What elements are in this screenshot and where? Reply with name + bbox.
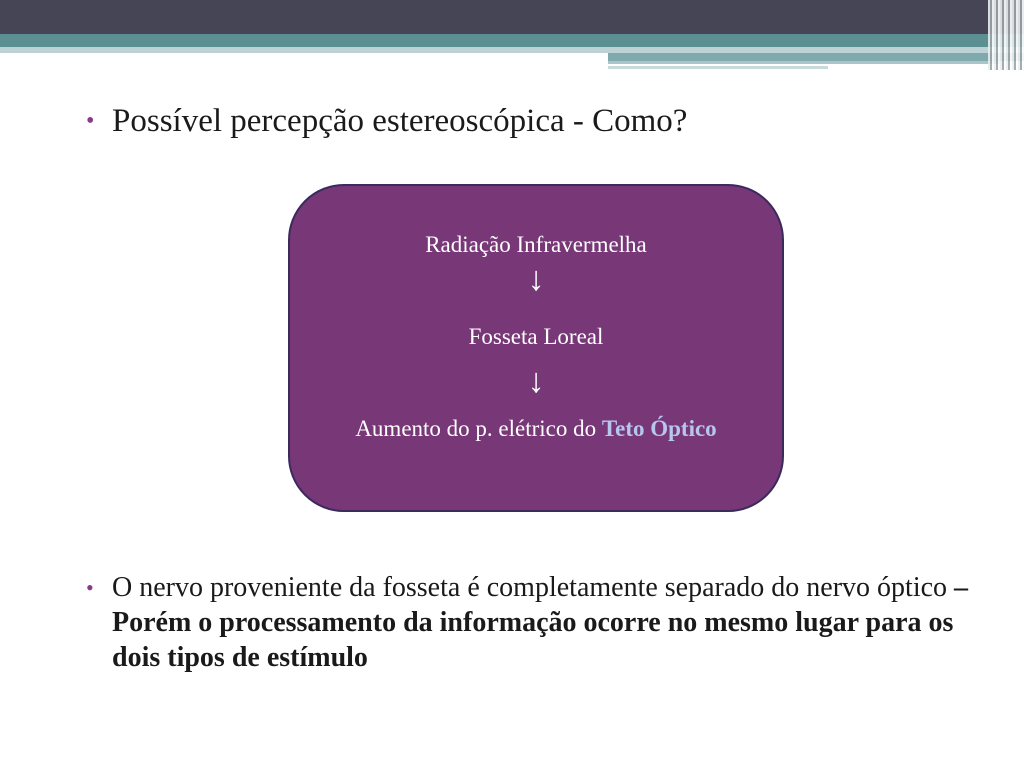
flow-step-text: Aumento do p. elétrico do (355, 416, 602, 441)
down-arrow-icon: ↓ (527, 363, 545, 400)
header-accent-block (608, 53, 1024, 61)
header-accent-line (608, 61, 1000, 64)
bullet-text-bold: – Porém o processamento da informação ocorre no mesmo lugar para os dois tipos de estímulo (112, 572, 969, 673)
bullet-item-optic-nerve (86, 570, 986, 675)
bullet-item-stereoscopic (86, 102, 986, 140)
header-bar-dark (0, 0, 1024, 34)
header-decorative-stripes (988, 0, 1024, 70)
flow-step-highlight: Teto Óptico (601, 416, 717, 441)
flow-step-infrared: Radiação Infravermelha (425, 232, 647, 257)
flow-step-loreal-pit: Fosseta Loreal (468, 324, 604, 349)
bullet-dot-icon: • (86, 108, 95, 134)
bullet-dot-icon: • (86, 575, 94, 600)
bullet-text: Possível percepção estereoscópica - Como? (112, 103, 688, 139)
flow-diagram-box (288, 184, 784, 512)
header-accent-line (608, 66, 828, 69)
bullet-text (112, 570, 972, 675)
header-bar-teal (0, 34, 1024, 47)
flow-step-optic-tectum (290, 416, 782, 442)
bullet-text-normal: O nervo proveniente da fosseta é completamente separado do nervo óptico (112, 572, 955, 603)
down-arrow-icon: ↓ (527, 261, 545, 298)
